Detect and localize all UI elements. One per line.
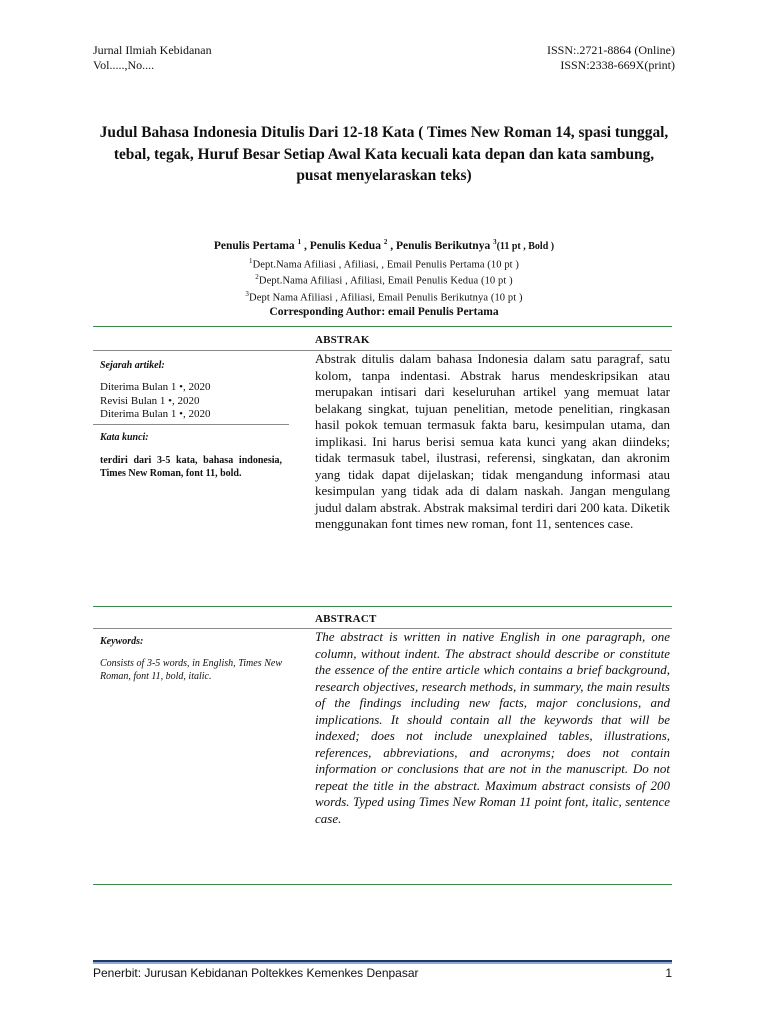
history-label: Sejarah artikel: [100,360,165,371]
author-separator: , [387,239,396,252]
author-line [96,234,672,255]
author-2-sup: 2 [383,238,388,246]
author-1: Penulis Pertama [213,239,295,252]
abstrak-body: Abstrak ditulis dalam bahasa Indonesia dalam satu paragraf, satu kolom, tanpa indentasi. Abstrak harus mendeskripsikan atau merupakan intisari dari keseluruhan artikel yang memuat latar belakang singkat, tujuan penelitian, metode penelitian, ringkasan hasil pokok temuan termasuk fakta baru, kesimpulan utama, dan implikasi. Ini harus berisi semua kata kunci yang akan diindeks; tidak termasuk tabel, ilustrasi, referensi, singkatan, dan akronim yang tidak dapat dijelaskan; tidak mengandung informasi atau kesimpulan yang tidak ada di dalam naskah. Jangan mengulang judul dalam abstrak. Abstrak maksimal terdiri dari 200 kata. Diketik menggunakan font times new roman, font 11, sentences case. [315,351,670,531]
running-header [93,43,675,73]
affiliation-2 [96,271,672,288]
author-3: Penulis Berikutnya [395,239,491,252]
date-accepted: Diterima Bulan 1 •, 2020 [100,408,211,420]
affiliation-1 [96,255,672,272]
kata-kunci-block [100,431,282,480]
volume-number: Vol.....,No.... [93,58,155,72]
section-rule [93,606,672,607]
abstract-body: The abstract is written in native English in one paragraph, one column, without indent. The abstract should describe or constitute the essence of the entire article which contains a brief background, research objectives, research methods, in summary, the main results of the findings including new facts, major conclusions, and implications. It should contain all the keywords that will be indexed; does not include unexplained tables, illustrations, references, abbreviations, and acronyms; does not contain information or conclusions that are not in the manuscript. Do not repeat the title in the abstract. Maximum abstract consists of 200 words. Typed using Times New Roman 11 point font, italic, sentence case. [315,629,670,826]
section-rule [93,326,672,327]
affiliation-text: Dept.Nama Afiliasi , Afiliasi, , Email Penulis Pertama (10 pt ) [252,259,520,271]
keywords-text: Consists of 3-5 words, in English, Times New Roman, font 11, bold, italic. [100,658,282,682]
affiliation-sup: 2 [255,273,259,282]
affiliation-text: Dept.Nama Afiliasi , Afiliasi, Email Penulis Kedua (10 pt ) [258,275,513,287]
article-history [100,359,282,422]
keywords-label: Keywords: [100,636,144,647]
date-revised: Revisi Bulan 1 •, 2020 [100,394,200,407]
footer-rule-shade [93,962,672,964]
article-title: Judul Bahasa Indonesia Ditulis Dari 12-18 Kata ( Times New Roman 14, spasi tunggal, tebal, tegak, Huruf Besar Setiap Awal Kata kecuali kata depan dan kata sambung, pusat menyelaraskan teks) [99,124,669,184]
author-1-sup: 1 [297,238,302,246]
kata-kunci-text: terdiri dari 3-5 kata, bahasa indonesia, Times New Roman, font 11, bold. [100,455,282,479]
author-2: Penulis Kedua [309,239,381,252]
keywords-block [100,635,282,683]
author-note: (11 pt , Bold ) [496,240,555,252]
affiliation-3 [96,288,672,305]
page-footer [93,966,672,980]
issn-print: ISSN:2338-669X(print) [560,58,675,72]
affiliation-sup: 1 [248,256,253,265]
publisher: Penerbit: Jurusan Kebidanan Poltekkes Kemenkes Denpasar [93,966,419,980]
divider [93,424,289,425]
corresponding-author: Corresponding Author: email Penulis Pertama [269,306,499,319]
date-received: Diterima Bulan 1 •, 2020 [100,381,211,393]
section-rule [93,884,672,885]
journal-name: Jurnal Ilmiah Kebidanan [93,43,212,57]
history-dates [100,381,282,422]
author-3-sup: 3 [493,238,497,246]
abstrak-heading: ABSTRAK [315,334,370,346]
issn-online: ISSN:.2721-8864 (Online) [547,43,675,57]
page-number: 1 [665,966,672,980]
author-block [96,234,672,320]
affiliation-text: Dept Nama Afiliasi , Afiliasi, Email Penulis Berikutnya (10 pt ) [249,292,523,304]
kata-kunci-label: Kata kunci: [100,432,149,443]
affiliation-sup: 3 [245,289,250,298]
abstract-heading: ABSTRACT [315,613,377,625]
author-separator: , [301,239,310,252]
